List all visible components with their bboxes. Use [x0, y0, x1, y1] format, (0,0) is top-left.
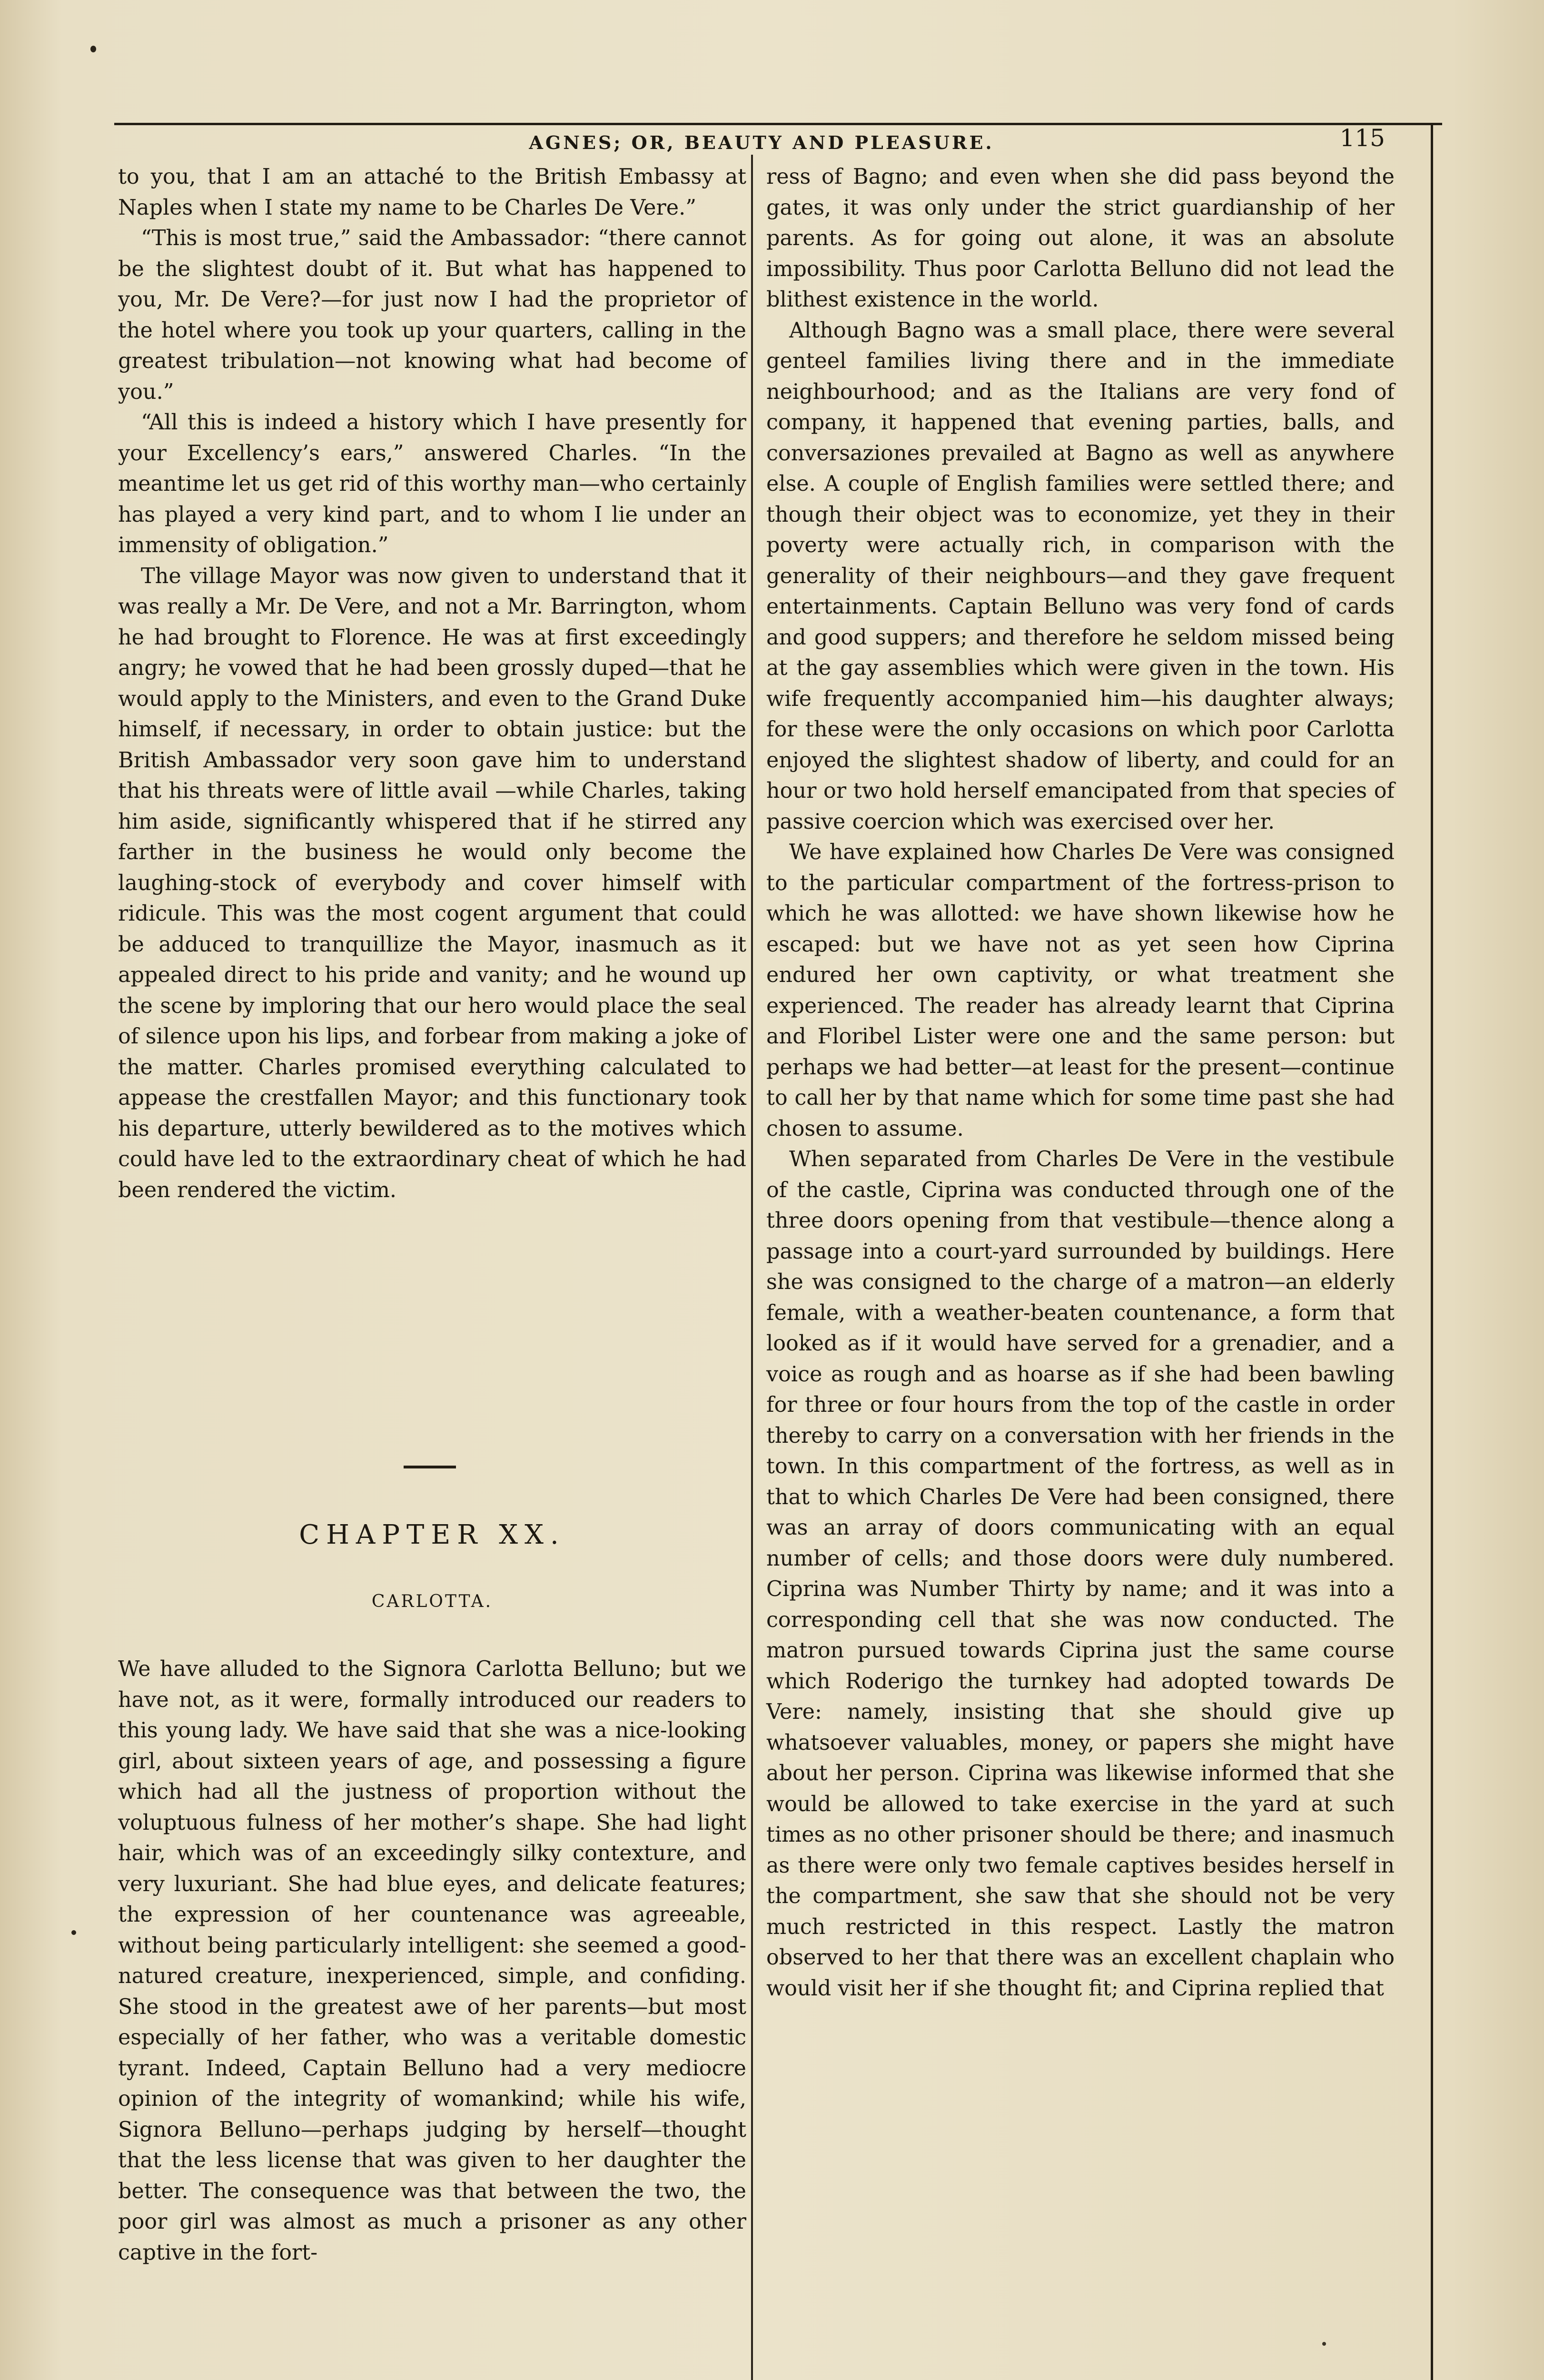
- paragraph: “This is most true,” said the Ambassador: “there cannot be the slightest doubt of it. But what has happened to you, Mr. De Vere?—for just now I had the proprietor of the hotel where you took up your quarters, calling in the greatest tribulation—not knowing what had become of you.”: [118, 226, 746, 404]
- ink-speck: [71, 1930, 76, 1935]
- ink-speck: [90, 46, 96, 52]
- column-divider: [751, 155, 753, 2380]
- chapter-body: [118, 1654, 746, 2268]
- paragraph: “All this is indeed a history which I have presently for your Excellency’s ears,” answered Charles. “In the meantime let us get rid of this worthy man—who certainly has played a very kind part, and to whom I lie under an immensity of obligation.”: [118, 410, 746, 557]
- paragraph: The village Mayor was now given to understand that it was really a Mr. De Vere, and not a Mr. Barrington, whom he had brought to Florence. He was at first exceedingly angry; he vowed that he had been grossly duped—that he would apply to the Ministers, and even to the Grand Duke himself, if necessary, in order to obtain justice: but the British Ambassador very soon gave him to understand that his threats were of little avail —while Charles, taking him aside, significantly whispered that if he stirred any farther in the business he would only become the laughing-stock of everybody and cover himself with ridicule. This was the most cogent argument that could be adduced to tranquillize the Mayor, inasmuch as it appealed direct to his pride and vanity; and he wound up the scene by imploring that our hero would place the seal of silence upon his lips, and forbear from making a joke of the matter. Charles promised everything calculated to appease the crestfallen Mayor; and this functionary took his departure, utterly bewildered as to the motives which could have led to the extraordinary cheat of which he had been rendered the victim.: [118, 564, 746, 1202]
- left-column: [118, 162, 746, 1206]
- page-number: 115: [1339, 124, 1385, 152]
- running-head: AGNES; OR, BEAUTY AND PLEASURE.: [529, 132, 994, 153]
- paragraph: to you, that I am an attaché to the British Embassy at Naples when I state my name to be Charles De Vere.”: [118, 165, 746, 220]
- page-frame-right-rule: [1431, 123, 1433, 2380]
- paragraph: When separated from Charles De Vere in the vestibule of the castle, Ciprina was conducted through one of the three doors opening from that vestibule—thence along a passage into a court-yard surrounded by buildings. Here she was consigned to the charge of a matron—an elderly female, with a weather-beaten countenance, a form that looked as if it would have served for a grenadier, and a voice as rough and as hoarse as if she had been bawling for three or four hours from the top of the castle in order thereby to carry on a conversation with her friends in the town. In this compartment of the fortress, as well as in that to which Charles De Vere had been consigned, there was an array of doors communicating with an equal number of cells; and those doors were duly numbered. Ciprina was Number Thirty by name; and it was into a corresponding cell that she was now conducted. The matron pursued towards Ciprina just the same course which Roderigo the turnkey had adopted towards De Vere: namely, insisting that she should give up whatsoever valuables, money, or papers she might have about her person. Ciprina was likewise informed that she would be allowed to take exercise in the yard at such times as no other prisoner should be there; and inasmuch as there were only two female captives besides herself in the compartment, she saw that she should not be very much restricted in this respect. Lastly the matron observed to her that there was an excellent chaplain who would visit her if she thought fit; and Ciprina replied that: [766, 1147, 1395, 2001]
- paragraph: We have alluded to the Signora Carlotta Belluno; but we have not, as it were, formally introduced our readers to this young lady. We have said that she was a nice-looking girl, about sixteen years of age, and possessing a figure which had all the justness of proportion without the voluptuous fulness of her mother’s shape. She had light hair, which was of an exceedingly silky contexture, and very luxuriant. She had blue eyes, and delicate features; the expression of her countenance was agreeable, without being particularly intelligent: she seemed a good-natured creature, inexperienced, simple, and confiding. She stood in the greatest awe of her parents—but most especially of her father, who was a veritable domestic tyrant. Indeed, Captain Belluno had a very mediocre opinion of the integrity of womankind; while his wife, Signora Belluno—perhaps judging by herself—thought that the less license that was given to her daughter the better. The consequence was that between the two, the poor girl was almost as much a prisoner as any other captive in the fort-: [118, 1657, 746, 2265]
- paragraph: Although Bagno was a small place, there were several genteel families living there and in the immediate neighbourhood; and as the Italians are very fond of company, it happened that evening parties, balls, and conversaziones prevailed at Bagno as well as anywhere else. A couple of English families were settled there; and though their object was to economize, yet they in their poverty were actually rich, in comparison with the generality of their neighbours—and they gave frequent entertainments. Captain Belluno was very fond of cards and good suppers; and therefore he seldom missed being at the gay assemblies which were given in the town. His wife frequently accompanied him—his daughter always; for these were the only occasions on which poor Carlotta enjoyed the slightest shadow of liberty, and could for an hour or two hold herself emancipated from that species of passive coercion which was exercised over her.: [766, 318, 1395, 834]
- ink-speck: [1322, 2342, 1326, 2346]
- paragraph: ress of Bagno; and even when she did pass beyond the gates, it was only under the strict guardianship of her parents. As for going out alone, it was an absolute impossibility. Thus poor Carlotta Belluno did not lead the blithest existence in the world.: [766, 165, 1395, 312]
- chapter-title: CHAPTER XX.: [299, 1519, 565, 1550]
- right-column: [766, 162, 1395, 2004]
- chapter-subtitle: CARLOTTA.: [371, 1592, 493, 1611]
- paragraph: We have explained how Charles De Vere was consigned to the particular compartment of the fortress-prison to which he was allotted: we have shown likewise how he escaped: but we have not as yet seen how Ciprina endured her own captivity, or what treatment she experienced. The reader has already learnt that Ciprina and Floribel Lister were one and the same person: but perhaps we had better—at least for the present—continue to call her by that name which for some time past she had chosen to assume.: [766, 840, 1395, 1141]
- section-separator-rule: [404, 1466, 456, 1468]
